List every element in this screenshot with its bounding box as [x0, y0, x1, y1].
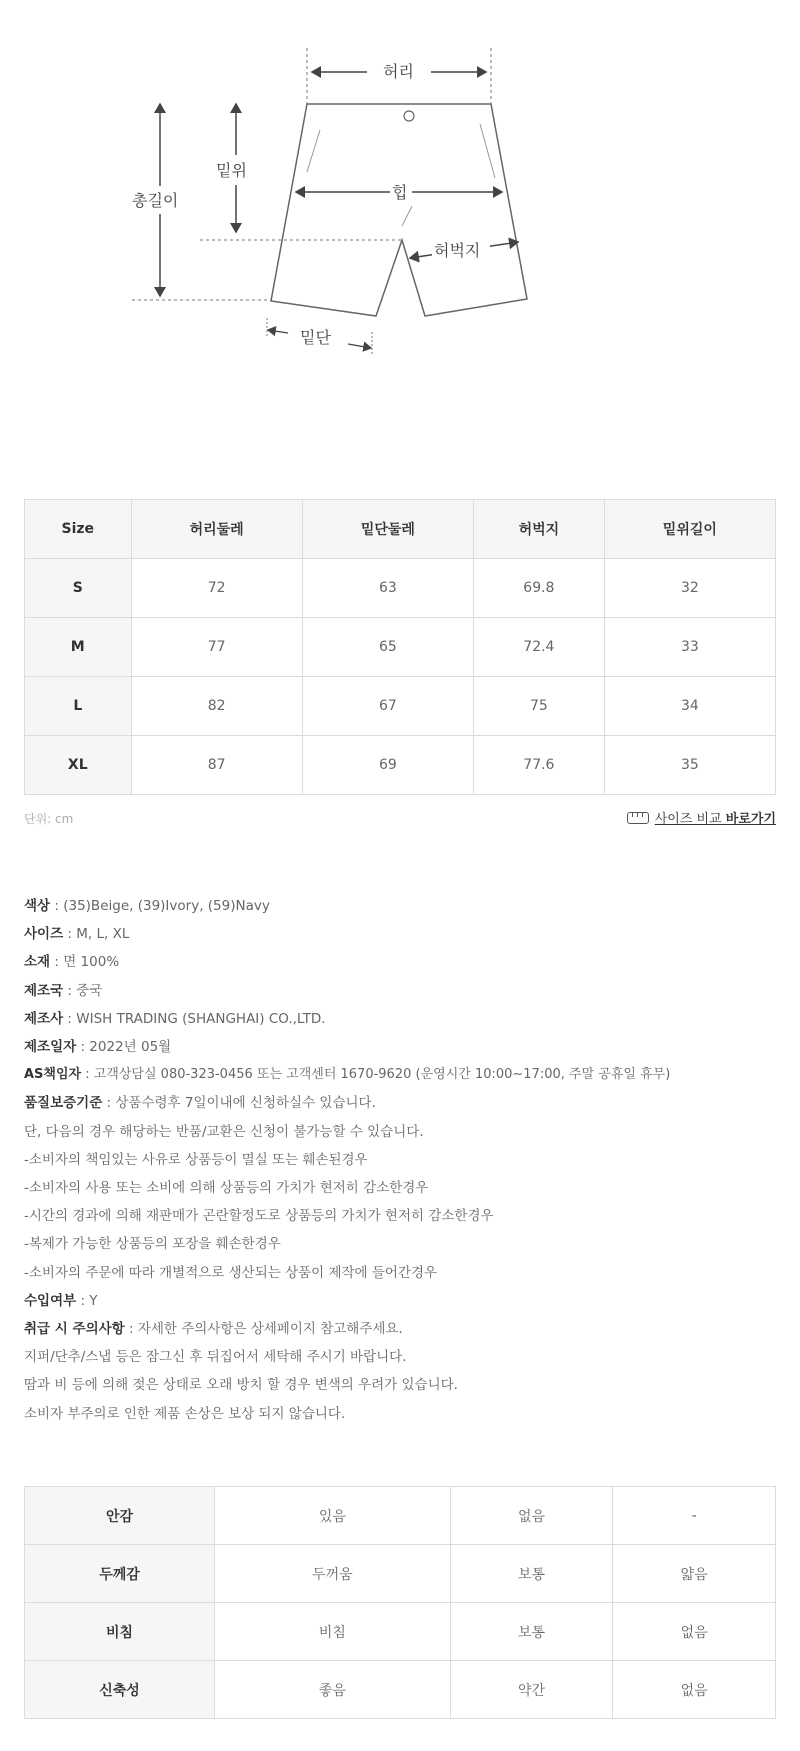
info-care: 취급 시 주의사항 : 자세한 주의사항은 상세페이지 참고해주세요.: [24, 1321, 403, 1338]
unit-note: 단위: cm: [24, 812, 74, 826]
size-cell: S: [25, 559, 132, 618]
table-cell: 보통: [450, 1545, 613, 1603]
table-cell: 72.4: [474, 618, 605, 677]
ruler-icon: [627, 812, 649, 824]
size-cell: L: [25, 677, 132, 736]
notice-line: -복제가 가능한 상품등의 포장을 훼손한경우: [24, 1236, 281, 1253]
info-quality: 품질보증기준 : 상품수령후 7일이내에 신청하실수 있습니다.: [24, 1095, 376, 1112]
rise-label: 밑위: [216, 161, 247, 180]
care-line: 땀과 비 등에 의해 젖은 상태로 오래 방치 할 경우 변색의 우려가 있습니다.: [24, 1377, 458, 1394]
table-cell: 있음: [215, 1487, 451, 1545]
waist-header: 허리둘레: [131, 500, 302, 559]
size-table-header: [25, 500, 776, 559]
feature-label-sheerness: 비침: [25, 1603, 215, 1661]
table-cell: 없음: [613, 1603, 776, 1661]
hem-header: 밑단둘레: [302, 500, 473, 559]
table-cell: 좋음: [215, 1661, 451, 1719]
info-date: 제조일자 : 2022년 05월: [24, 1039, 172, 1056]
info-color: 색상 : (35)Beige, (39)Ivory, (59)Navy: [24, 898, 270, 914]
hem-label: 밑단: [300, 328, 331, 347]
table-row: [25, 677, 776, 736]
size-header: Size: [25, 500, 132, 559]
table-cell: 얇음: [613, 1545, 776, 1603]
feature-label-thickness: 두께감: [25, 1545, 215, 1603]
table-row: [25, 1603, 776, 1661]
table-row: [25, 559, 776, 618]
table-row: [25, 1661, 776, 1719]
thigh-header: 허벅지: [474, 500, 605, 559]
table-cell: 77: [131, 618, 302, 677]
feature-table: [24, 1486, 776, 1719]
feature-label-lining: 안감: [25, 1487, 215, 1545]
info-maker: 제조사 : WISH TRADING (SHANGHAI) CO.,LTD.: [24, 1010, 326, 1027]
table-cell: 없음: [613, 1661, 776, 1719]
table-cell: 69.8: [474, 559, 605, 618]
table-cell: 35: [604, 736, 775, 795]
size-compare-link[interactable]: [627, 808, 776, 827]
waist-label: 허리: [383, 62, 414, 81]
table-cell: 65: [302, 618, 473, 677]
info-import: 수입여부 : Y: [24, 1292, 98, 1309]
table-cell: 77.6: [474, 736, 605, 795]
table-row: [25, 736, 776, 795]
table-cell: 87: [131, 736, 302, 795]
hip-label: 힙: [392, 183, 408, 202]
table-cell: 보통: [450, 1603, 613, 1661]
table-cell: 34: [604, 677, 775, 736]
total-length-label: 총길이: [132, 191, 179, 210]
care-line: 소비자 부주의로 인한 제품 손상은 보상 되지 않습니다.: [24, 1405, 346, 1422]
shorts-measurement-diagram: [0, 0, 800, 400]
table-row: [25, 1545, 776, 1603]
info-material: 소재 : 면 100%: [24, 954, 120, 971]
size-cell: M: [25, 618, 132, 677]
feature-label-stretch: 신축성: [25, 1661, 215, 1719]
notice-line: 단, 다음의 경우 해당하는 반품/교환은 신청이 불가능할 수 있습니다.: [24, 1123, 424, 1140]
size-compare-text: 사이즈 비교 바로가기: [654, 812, 776, 827]
table-cell: 없음: [450, 1487, 613, 1545]
table-cell: 32: [604, 559, 775, 618]
table-cell: 두꺼움: [215, 1545, 451, 1603]
product-info: [24, 892, 784, 1428]
button-icon: [404, 111, 414, 121]
table-cell: 약간: [450, 1661, 613, 1719]
table-cell: 비침: [215, 1603, 451, 1661]
notice-line: -소비자의 주문에 따라 개별적으로 생산되는 상품이 제작에 들어간경우: [24, 1264, 438, 1281]
notice-line: -소비자의 사용 또는 소비에 의해 상품등의 가치가 현저히 감소한경우: [24, 1180, 429, 1197]
shorts-outline: [271, 104, 527, 316]
table-cell: 33: [604, 618, 775, 677]
table-cell: 69: [302, 736, 473, 795]
info-country: 제조국 : 중국: [24, 982, 103, 999]
table-row: [25, 1487, 776, 1545]
notice-line: -소비자의 책임있는 사유로 상품등이 멸실 또는 훼손된경우: [24, 1151, 368, 1168]
table-cell: 63: [302, 559, 473, 618]
size-table: [24, 499, 776, 795]
info-sizes: 사이즈 : M, L, XL: [24, 926, 130, 943]
table-cell: 75: [474, 677, 605, 736]
info-as: AS책임자 : 고객상담실 080-323-0456 또는 고객센터 1670-9620 (운영시간 10:00~17:00, 주말 공휴일 휴무): [24, 1067, 671, 1083]
table-row: [25, 618, 776, 677]
table-cell: 67: [302, 677, 473, 736]
notice-line: -시간의 경과에 의해 재판매가 곤란할정도로 상품등의 가치가 현저히 감소한경우: [24, 1208, 494, 1225]
rise-header: 밑위길이: [604, 500, 775, 559]
care-line: 지퍼/단추/스냅 등은 잠그신 후 뒤집어서 세탁해 주시기 바랍니다.: [24, 1349, 407, 1366]
table-cell: 72: [131, 559, 302, 618]
table-cell: 82: [131, 677, 302, 736]
size-cell: XL: [25, 736, 132, 795]
thigh-label: 허벅지: [434, 241, 481, 260]
table-cell: -: [613, 1487, 776, 1545]
